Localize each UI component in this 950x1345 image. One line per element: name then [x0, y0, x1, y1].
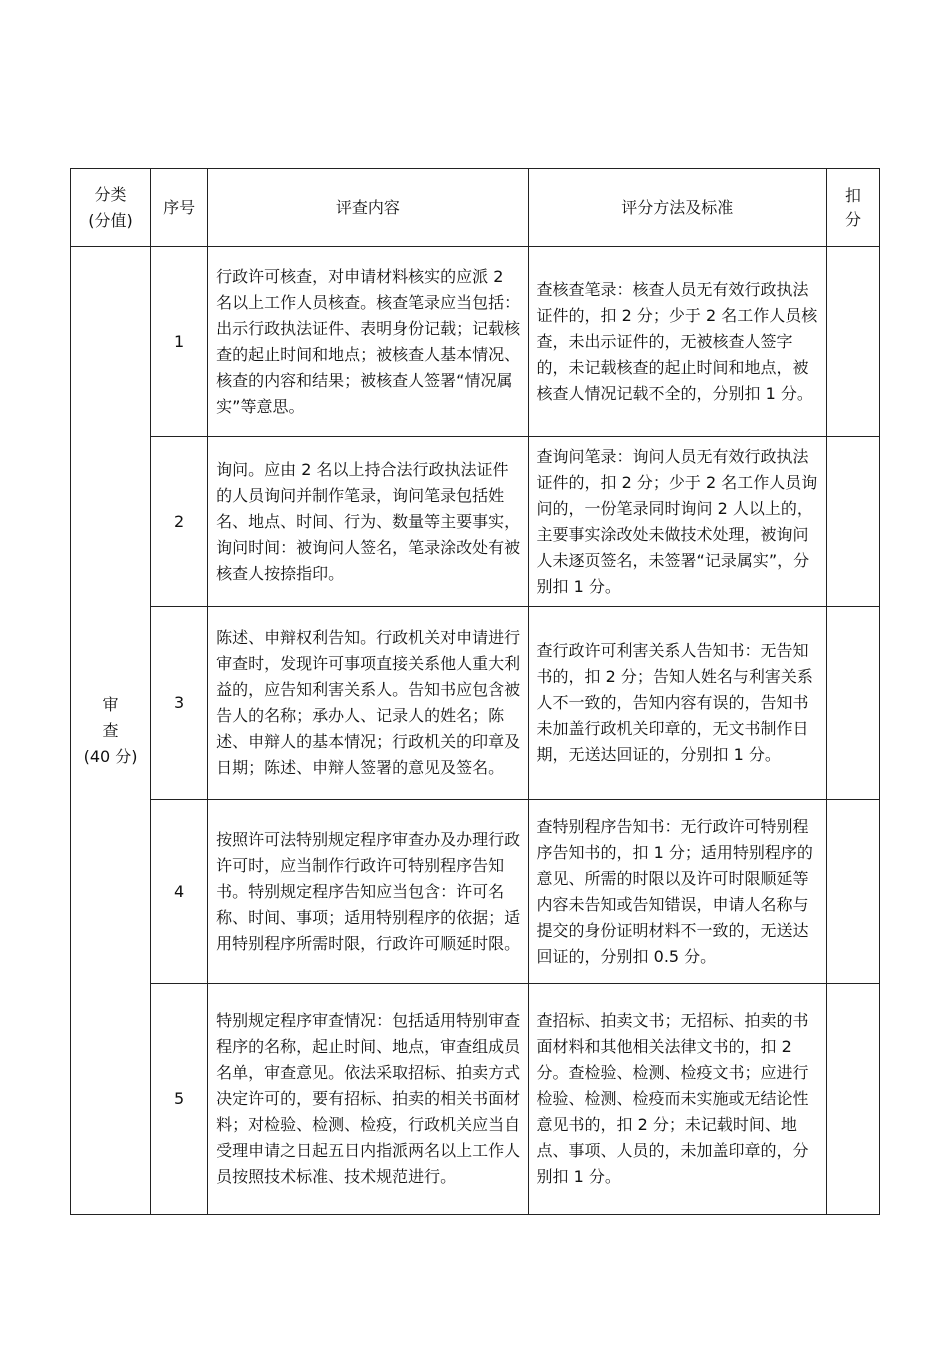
deduct-cell[interactable]: [826, 437, 879, 607]
header-serial: [151, 169, 208, 247]
content-text: 行政许可核查，对申请材料核实的应派 2 名以上工作人员核查。核查笔录应当包括：出示行政执法证件、表明身份记载；记载核查的起止时间和地点；被核查人基本情况、核查的内容和结果；被核查人签署“情况属实”等意思。: [216, 266, 521, 416]
header-category-line1: 分类: [94, 184, 127, 204]
header-method-label: 评分方法及标准: [621, 197, 734, 217]
method-cell: [528, 247, 826, 437]
table-row: [71, 800, 880, 984]
deduct-cell[interactable]: [826, 984, 879, 1215]
content-text: 按照许可法特别规定程序审查办及办理行政许可时，应当制作行政许可特别程序告知书。特别规定程序告知应当包含：许可名称、时间、事项；适用特别程序的依据；适用特别程序所需时限，行政许可顺延时限。: [216, 829, 521, 953]
header-deduct-line1: 扣: [844, 185, 861, 205]
deduct-cell[interactable]: [826, 607, 879, 800]
evaluation-table: [70, 168, 880, 1215]
deduct-cell[interactable]: [826, 800, 879, 984]
table-row: [71, 984, 880, 1215]
category-line1: 审: [102, 694, 119, 714]
header-content: [208, 169, 528, 247]
method-cell: [528, 607, 826, 800]
header-serial-label: 序号: [163, 197, 196, 217]
method-cell: [528, 800, 826, 984]
table-header-row: [71, 169, 880, 247]
table-row: [71, 607, 880, 800]
content-cell: [208, 437, 528, 607]
serial-cell: 1: [151, 247, 208, 437]
deduct-cell[interactable]: [826, 247, 879, 437]
method-text: 查行政许可利害关系人告知书：无告知书的，扣 2 分；告知人姓名与利害关系人不一致的，告知内容有误的，告知书未加盖行政机关印章的，无文书制作日期，无送达回证的，分别扣 1 分。: [536, 641, 813, 764]
content-text: 特别规定程序审查情况：包括适用特别审查程序的名称，起止时间、地点，审查组成员名单，审查意见。依法采取招标、拍卖方式决定许可的，要有招标、拍卖的相关书面材料；对检验、检测、检疫，行政机关应当自受理申请之日起五日内指派两名以上工作人员按照技术标准、技术规范进行。: [216, 1011, 521, 1186]
category-line2: 查: [102, 720, 119, 740]
content-cell: [208, 607, 528, 800]
header-category: [71, 169, 151, 247]
header-category-line2: (分值): [88, 210, 133, 230]
serial-cell: 4: [151, 800, 208, 984]
header-deduct-line2: 分: [844, 209, 861, 229]
method-cell: [528, 437, 826, 607]
content-cell: [208, 984, 528, 1215]
method-text: 查特别程序告知书：无行政许可特别程序告知书的，扣 1 分；适用特别程序的意见、所需的时限以及许可时限顺延等内容未告知或告知错误，申请人名称与提交的身份证明材料不一致的，无送达回证的，分别扣 0.5 分。: [536, 816, 813, 966]
content-text: 陈述、申辩权利告知。行政机关对申请进行审查时，发现许可事项直接关系他人重大利益的，应告知利害关系人。告知书应包含被告人的名称；承办人、记录人的姓名；陈述、申辩人的基本情况；行政机关的印章及日期；陈述、申辩人签署的意见及签名。: [216, 628, 521, 777]
method-text: 查核查笔录：核查人员无有效行政执法证件的，扣 2 分；少于 2 名工作人员核查，未出示证件的，无被核查人签字的，未记载核查的起止时间和地点，被核查人情况记载不全的，分别扣 1 分。: [536, 279, 818, 403]
method-text: 查招标、拍卖文书；无招标、拍卖的书面材料和其他相关法律文书的，扣 2 分。查检验、检测、检疫文书；应进行检验、检测、检疫而未实施或无结论性意见书的，扣 2 分；未记载时间、地点、事项、人员的，未加盖印章的，分别扣 1 分。: [536, 1011, 809, 1186]
content-cell: [208, 800, 528, 984]
serial-cell: 3: [151, 607, 208, 800]
table-row: [71, 247, 880, 437]
serial-cell: 5: [151, 984, 208, 1215]
serial-cell: 2: [151, 437, 208, 607]
header-method: [528, 169, 826, 247]
table-row: [71, 437, 880, 607]
category-cell: [71, 247, 151, 1215]
header-content-label: 评查内容: [335, 197, 400, 217]
method-cell: [528, 984, 826, 1215]
header-deduct: [826, 169, 879, 247]
content-text: 询问。应由 2 名以上持合法行政执法证件的人员询问并制作笔录，询问笔录包括姓名、地点、时间、行为、数量等主要事实，询问时间：被询问人签名，笔录涂改处有被核查人按捺指印。: [216, 459, 521, 583]
method-text: 查询问笔录：询问人员无有效行政执法证件的，扣 2 分；少于 2 名工作人员询问的，一份笔录同时询问 2 人以上的，主要事实涂改处未做技术处理，被询问人未逐页签名，未签署“记录属实”，分别扣 1 分。: [536, 446, 818, 596]
content-cell: [208, 247, 528, 437]
category-score: (40 分): [83, 746, 138, 766]
